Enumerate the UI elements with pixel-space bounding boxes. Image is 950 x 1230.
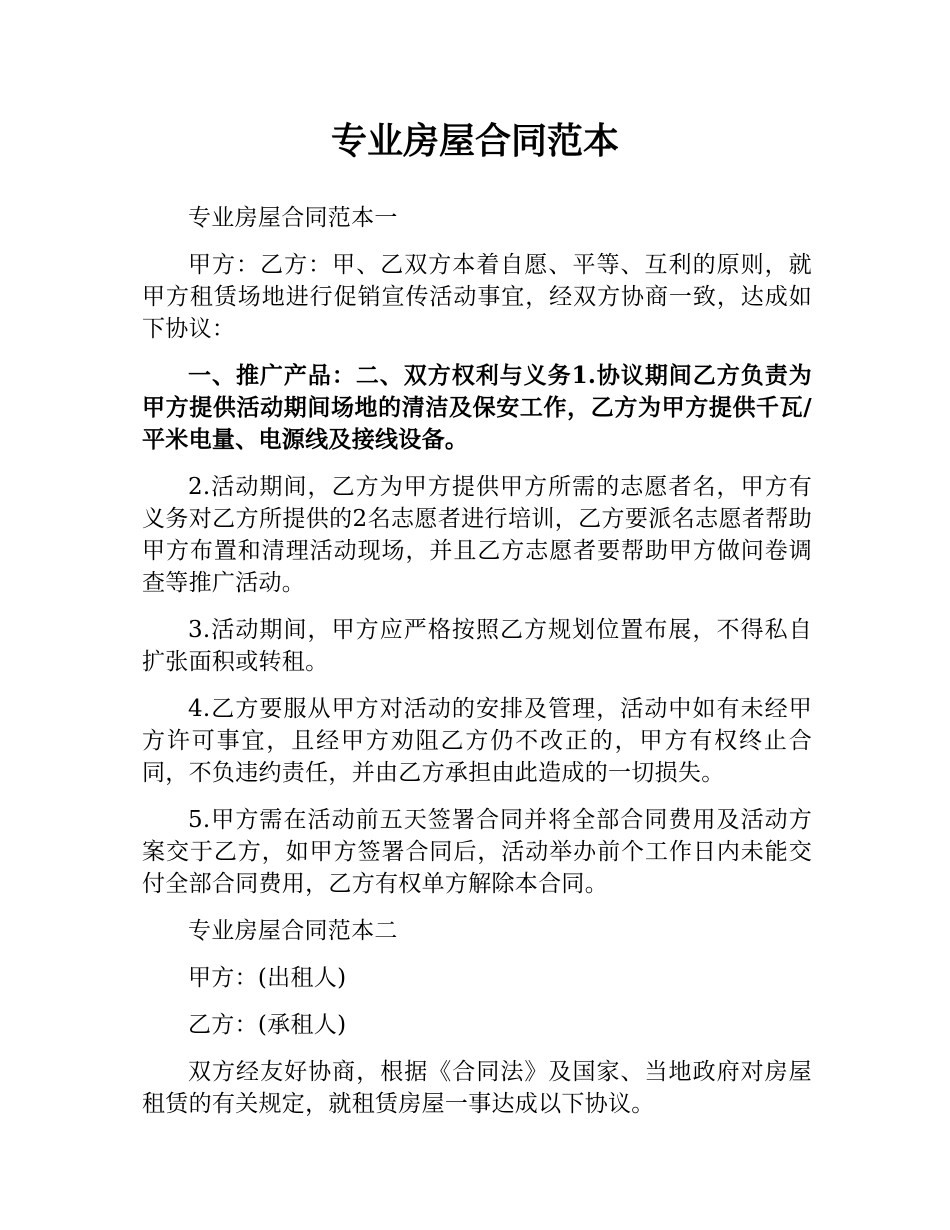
document-body xyxy=(142,202,812,1135)
clause-4-management: 4.乙方要服从甲方对活动的安排及管理，活动中如有未经甲方许可事宜，且经甲方劝阻乙方仍不改正的，甲方有权终止合同，不负违约责任，并由乙方承担由此造成的一切损失。 xyxy=(142,696,812,786)
party-a-line: 甲方：(出租人) xyxy=(188,965,347,991)
section-heading-template-two: 专业房屋合同范本二 xyxy=(188,918,398,944)
agreement-intro-paragraph: 双方经友好协商，根据《合同法》及国家、当地政府对房屋租赁的有关规定，就租赁房屋一事达成以下协议。 xyxy=(142,1059,812,1117)
document-title: 专业房屋合同范本 xyxy=(330,121,619,162)
section-heading-template-one: 专业房屋合同范本一 xyxy=(188,205,398,231)
clause-rights-and-obligations: 一、推广产品：二、双方权利与义务1.协议期间乙方负责为甲方提供活动期间场地的清洁及保安工作，乙方为甲方提供千瓦/平米电量、电源线及接线设备。 xyxy=(142,362,812,453)
clause-2-volunteers: 2.活动期间，乙方为甲方提供甲方所需的志愿者名，甲方有义务对乙方所提供的2名志愿者进行培训，乙方要派名志愿者帮助甲方布置和清理活动现场，并且乙方志愿者要帮助甲方做问卷调查等推广活动。 xyxy=(142,474,812,596)
party-b-line: 乙方：(承租人) xyxy=(188,1012,347,1038)
clause-5-payment: 5.甲方需在活动前五天签署合同并将全部合同费用及活动方案交于乙方，如甲方签署合同后，活动举办前个工作日内未能交付全部合同费用，乙方有权单方解除本合同。 xyxy=(142,807,812,897)
clause-3-layout: 3.活动期间，甲方应严格按照乙方规划位置布展，不得私自扩张面积或转租。 xyxy=(142,617,812,675)
intro-paragraph: 甲方：乙方：甲、乙双方本着自愿、平等、互利的原则，就甲方租赁场地进行促销宣传活动事宜，经双方协商一致，达成如下协议： xyxy=(142,252,812,342)
